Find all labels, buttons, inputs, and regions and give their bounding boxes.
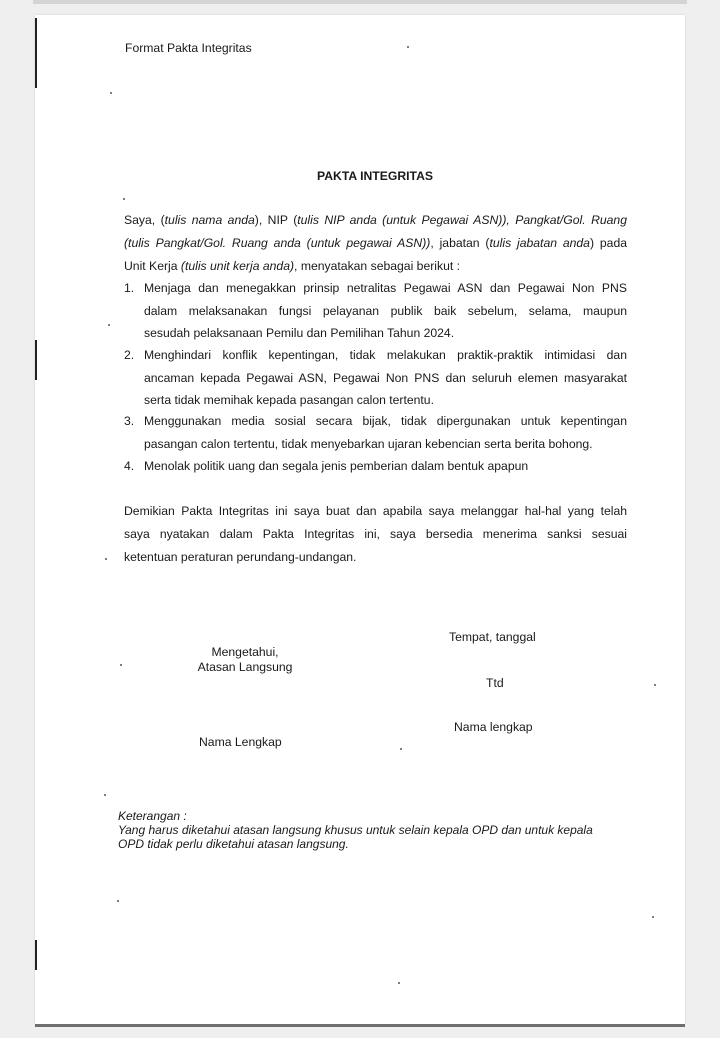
page-top-shadow — [33, 0, 687, 4]
scan-speck — [123, 198, 125, 200]
closing-paragraph — [124, 504, 627, 573]
document-title-text: PAKTA INTEGRITAS — [317, 169, 433, 183]
document-title — [0, 169, 720, 184]
list-item-1 — [124, 281, 627, 349]
closing-line: saya nyatakan dalam Pakta Integritas ini, saya bersedia menerima sanksi sesuai — [124, 527, 627, 541]
scan-speck — [120, 664, 122, 666]
list-line: pasangan calon tertentu, tidak menyebarkan ujaran kebencian serta berita bohong. — [144, 436, 593, 451]
superior-title: Atasan Langsung — [197, 660, 293, 674]
list-line: ancaman kepada Pegawai ASN, Pegawai Non PNS dan seluruh elemen masyarakat — [144, 370, 627, 385]
list-line: Menggunakan media sosial secara bijak, tidak dipergunakan untuk kepentingan — [144, 414, 627, 428]
scan-speck — [110, 92, 112, 94]
note-block — [118, 809, 638, 851]
closing-line: ketentuan peraturan perundang-undangan. — [124, 550, 357, 564]
intro-line-1: Saya, (tulis nama anda), NIP (tulis NIP anda (untuk Pegawai ASN)), Pangkat/Gol. Ruang — [124, 213, 627, 227]
scan-edge-mark — [35, 940, 37, 970]
scan-speck — [652, 916, 654, 918]
list-number: 2. — [124, 348, 135, 362]
signed-mark: Ttd — [486, 676, 504, 690]
note-text: Yang harus diketahui atasan langsung khusus untuk selain kepala OPD dan untuk kepala — [118, 823, 593, 837]
list-line: sesudah pelaksanaan Pemilu dan Pemilihan Tahun 2024. — [144, 326, 455, 340]
scan-speck — [105, 558, 107, 560]
closing-line: Demikian Pakta Integritas ini saya buat dan apabila saya melanggar hal-hal yang telah — [124, 504, 627, 518]
note-label: Keterangan : — [118, 809, 187, 823]
intro-line-2: (tulis Pangkat/Gol. Ruang anda (untuk pegawai ASN)), jabatan (tulis jabatan anda) pada — [124, 236, 627, 250]
scan-speck — [398, 982, 400, 984]
note-text: OPD tidak perlu diketahui atasan langsung. — [118, 837, 349, 851]
list-line: Menjaga dan menegakkan prinsip netralitas Pegawai ASN dan Pegawai Non PNS — [144, 281, 627, 295]
known-by: Mengetahui, — [211, 645, 279, 659]
list-number: 1. — [124, 281, 135, 295]
list-item-3 — [124, 414, 627, 459]
intro-paragraph — [124, 213, 627, 282]
scan-speck — [407, 46, 409, 48]
scan-edge-mark — [35, 18, 37, 88]
scan-speck — [654, 684, 656, 686]
superior-full-name: Nama Lengkap — [199, 735, 282, 749]
list-item-4 — [124, 459, 627, 482]
list-number: 4. — [124, 459, 135, 473]
scan-speck — [104, 794, 106, 796]
intro-line-3: Unit Kerja (tulis unit kerja anda), menyatakan sebagai berikut : — [124, 259, 461, 273]
scan-edge-mark — [35, 340, 37, 380]
list-item-2 — [124, 348, 627, 416]
scan-speck — [400, 748, 402, 750]
list-line: Menghindari konflik kepentingan, tidak melakukan praktik-praktik intimidasi dan — [144, 348, 627, 362]
scan-speck — [117, 900, 119, 902]
page-bottom-edge — [35, 1024, 685, 1027]
signer-full-name: Nama lengkap — [454, 720, 533, 734]
place-date: Tempat, tanggal — [449, 630, 536, 644]
list-line: dalam melaksanakan fungsi pelayanan publik baik sebelum, selama, maupun — [144, 303, 627, 318]
format-label: Format Pakta Integritas — [125, 41, 252, 55]
scan-speck — [108, 324, 110, 326]
list-number: 3. — [124, 414, 135, 428]
list-line: serta tidak memihak kepada pasangan calon tertentu. — [144, 393, 434, 407]
list-line: Menolak politik uang dan segala jenis pemberian dalam bentuk apapun — [144, 459, 529, 473]
